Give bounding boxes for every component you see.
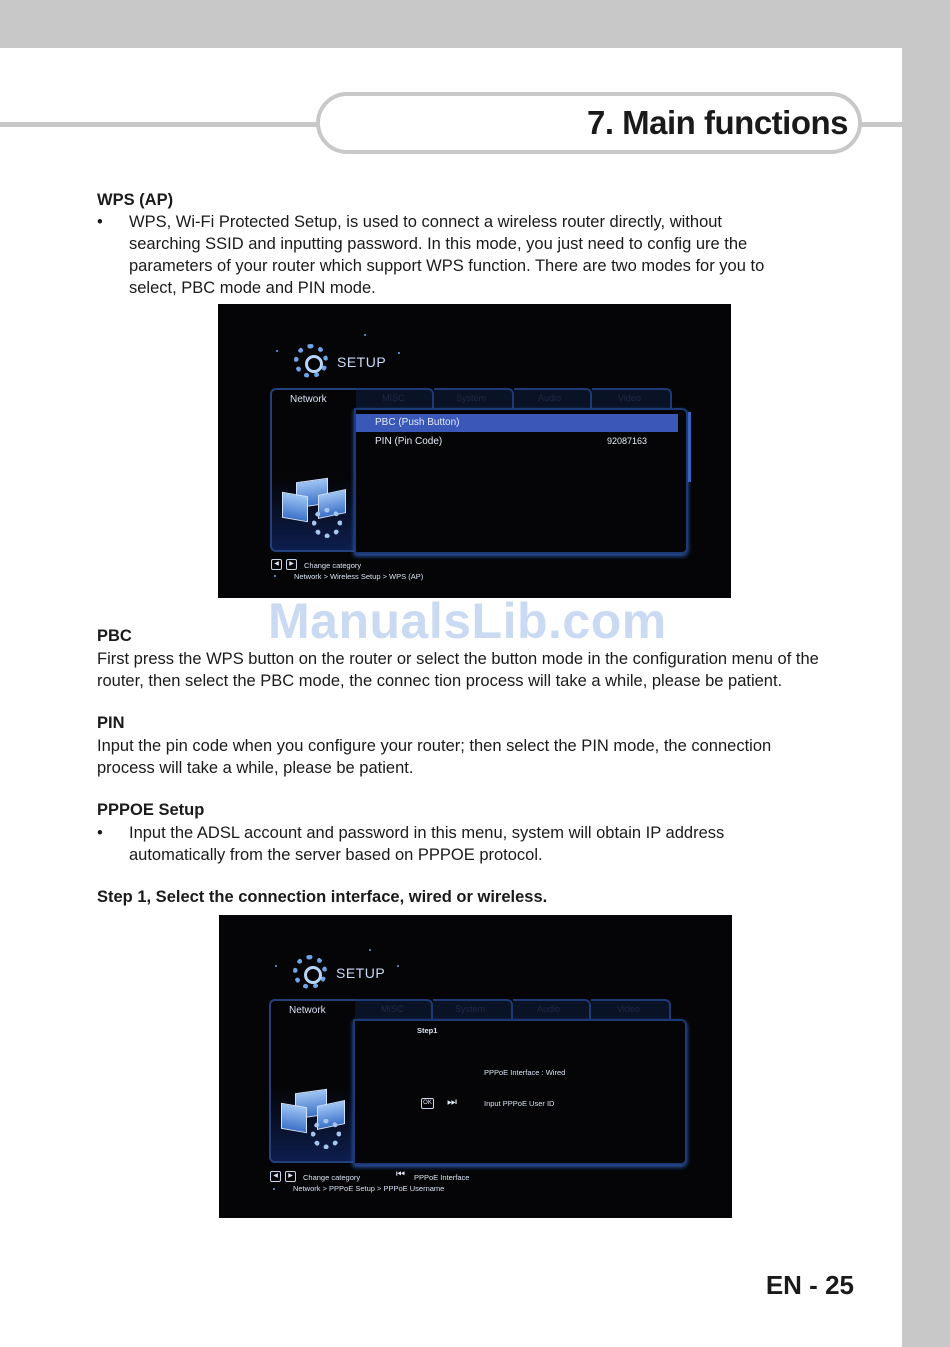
right-key-icon: ▶ xyxy=(285,1171,296,1182)
tab-system-label: System xyxy=(456,393,487,403)
pppoe-screenshot xyxy=(219,915,732,1218)
prev-key-icon: ⏮ xyxy=(396,1169,405,1180)
step1-heading: Step 1, Select the connection interface, wired or wireless. xyxy=(97,888,548,906)
hint-change-category: Change category xyxy=(304,561,362,570)
pbc-line-1: First press the WPS button on the router or select the button mode in the configuration menu of the xyxy=(97,650,819,668)
scrollbar[interactable] xyxy=(688,412,691,482)
tab-video-label: Video xyxy=(617,1004,640,1014)
page-number: EN - 25 xyxy=(765,1270,854,1300)
pbc-line-2: router, then select the PBC mode, the connec tion process will take a while, please be patient. xyxy=(97,672,783,690)
menu-item-pbc[interactable]: PBC (Push Button) xyxy=(375,417,460,428)
left-key-icon: ◀ xyxy=(270,1171,281,1182)
breadcrumb-dot xyxy=(273,1188,275,1190)
tab-network[interactable]: Network xyxy=(289,1005,326,1016)
tab-misc-label: MISC xyxy=(382,393,405,403)
wps-screenshot xyxy=(218,304,731,598)
tab-system-label: System xyxy=(455,1004,486,1014)
network-icon xyxy=(282,480,352,542)
sparkle-dot xyxy=(398,352,400,354)
setup-label: SETUP xyxy=(337,354,387,370)
menu-item-pin[interactable]: PIN (Pin Code) xyxy=(375,436,443,447)
step-label: Step1 xyxy=(417,1026,438,1035)
wps-bullet: • xyxy=(97,213,103,231)
pin-line-2: process will take a while, please be patient. xyxy=(97,759,414,777)
next-step-text: Input PPPoE User ID xyxy=(484,1099,555,1108)
hint-change-category: Change category xyxy=(303,1173,361,1182)
pin-paragraph xyxy=(97,735,862,779)
watermark: ManualsLib.com xyxy=(268,593,667,649)
page-frame-top xyxy=(0,0,950,48)
pppoe-paragraph xyxy=(129,822,854,866)
pppoe-heading: PPPOE Setup xyxy=(97,801,205,819)
next-key-icon: ⏭ xyxy=(447,1096,457,1108)
setup-gear-icon xyxy=(293,955,327,989)
breadcrumb-dot xyxy=(274,575,276,577)
wps-line-4: select, PBC mode and PIN mode. xyxy=(129,279,376,297)
breadcrumb: Network > Wireless Setup > WPS (AP) xyxy=(294,572,424,581)
pppoe-line-2: automatically from the server based on PPPOE protocol. xyxy=(129,846,543,864)
sparkle-dot xyxy=(276,350,278,352)
sparkle-dot xyxy=(275,965,277,967)
pin-code-value: 92087163 xyxy=(607,436,648,446)
right-key-icon: ▶ xyxy=(286,559,297,570)
pppoe-line-1: Input the ADSL account and password in this menu, system will obtain IP address xyxy=(129,824,725,842)
pin-heading: PIN xyxy=(97,714,125,732)
wps-line-1: WPS, Wi-Fi Protected Setup, is used to connect a wireless router directly, without xyxy=(129,213,723,231)
sparkle-dot xyxy=(364,334,366,336)
pbc-heading: PBC xyxy=(97,627,132,645)
pin-line-1: Input the pin code when you configure your router; then select the PIN mode, the connection xyxy=(97,737,772,755)
tab-network[interactable]: Network xyxy=(290,394,327,405)
network-icon xyxy=(281,1091,351,1153)
left-key-icon: ◀ xyxy=(271,559,282,570)
wps-line-3: parameters of your router which support WPS function. There are two modes for you to xyxy=(129,257,765,275)
settings-content-panel xyxy=(353,1019,687,1165)
setup-label: SETUP xyxy=(336,965,386,981)
tab-audio-label: Audio xyxy=(538,393,562,403)
sparkle-dot xyxy=(369,949,371,951)
ok-key-icon: OK xyxy=(421,1098,434,1109)
pppoe-bullet: • xyxy=(97,824,103,842)
page-frame-right xyxy=(902,0,950,1347)
wps-paragraph xyxy=(129,211,854,299)
tab-video-label: Video xyxy=(618,393,641,403)
setup-gear-icon xyxy=(294,344,328,378)
sparkle-dot xyxy=(397,965,399,967)
pppoe-interface-text: PPPoE Interface : Wired xyxy=(484,1068,566,1077)
wps-heading: WPS (AP) xyxy=(97,191,174,209)
page-title: 7. Main functions xyxy=(586,104,848,141)
tab-audio-label: Audio xyxy=(537,1004,561,1014)
wps-line-2: searching SSID and inputting password. In this mode, you just need to config ure the xyxy=(129,235,748,253)
pbc-paragraph xyxy=(97,648,862,692)
breadcrumb: Network > PPPoE Setup > PPPoE Username xyxy=(293,1184,445,1193)
hint-pppoe-interface: PPPoE Interface xyxy=(414,1173,470,1182)
tab-misc-label: MISC xyxy=(381,1004,404,1014)
